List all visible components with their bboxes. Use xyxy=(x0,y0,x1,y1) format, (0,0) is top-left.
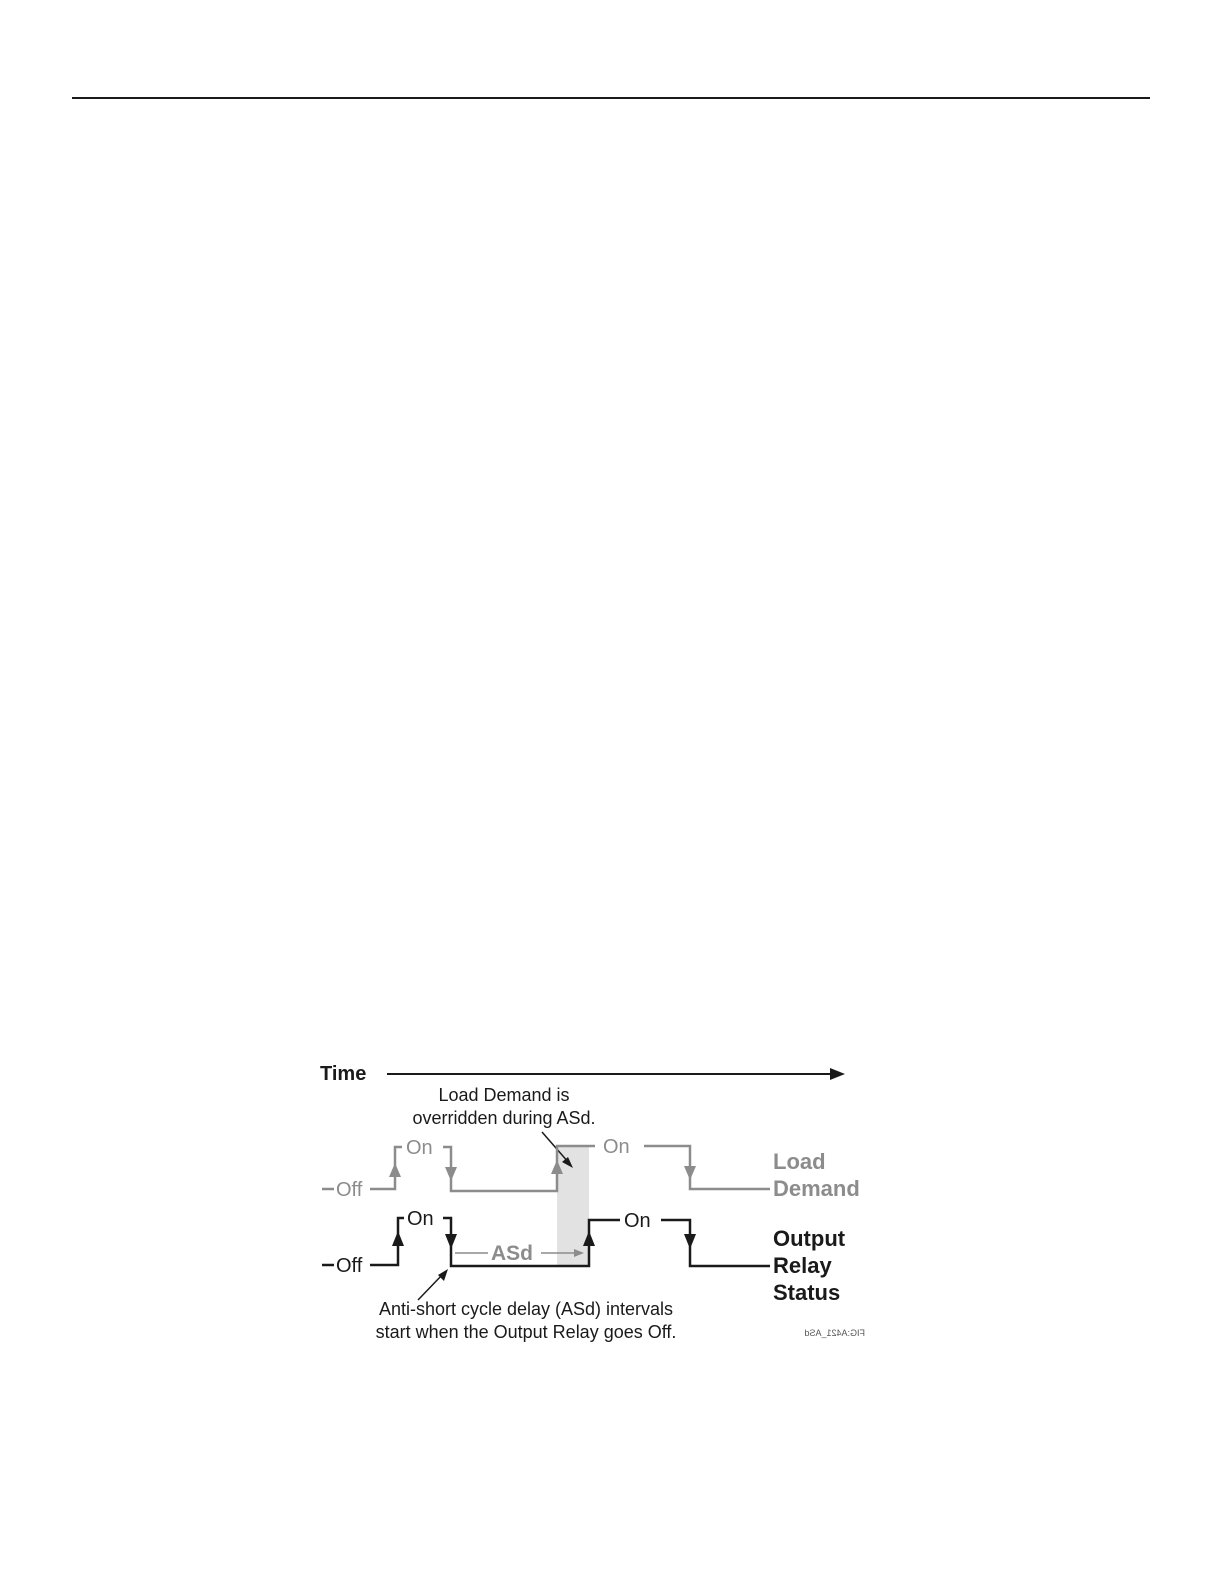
load-demand-waveform xyxy=(322,1136,770,1201)
time-arrow-head xyxy=(830,1068,845,1080)
output-relay-label-line2: Relay xyxy=(773,1253,832,1278)
callout-top-line1: Load Demand is xyxy=(438,1085,570,1105)
output-relay-down-arrow-2 xyxy=(684,1234,696,1249)
output-relay-label-line3: Status xyxy=(773,1280,841,1305)
output-relay-down-arrow-1 xyxy=(445,1234,457,1249)
callout-bottom-line2: start when the Output Relay goes Off. xyxy=(375,1322,677,1342)
load-demand-off-label: Off xyxy=(336,1179,363,1201)
time-label: Time xyxy=(320,1063,367,1085)
load-demand-on-label-1: On xyxy=(406,1137,433,1159)
load-demand-down-arrow-1 xyxy=(445,1167,457,1181)
figure-id: FIG:A421_ASd xyxy=(804,1328,865,1338)
asd-override-region xyxy=(557,1146,589,1266)
load-demand-up-arrow-1 xyxy=(389,1163,401,1177)
output-relay-on-label-1: On xyxy=(407,1208,434,1230)
asd-label: ASd xyxy=(491,1242,533,1265)
load-demand-label-line1: Load xyxy=(773,1149,826,1174)
callout-bottom-pointer xyxy=(418,1274,443,1300)
callout-top-line2: overridden during ASd. xyxy=(412,1108,596,1128)
output-relay-on-label-2: On xyxy=(624,1210,651,1232)
load-demand-on-label-2: On xyxy=(603,1136,630,1158)
output-relay-waveform xyxy=(322,1208,770,1277)
callout-bottom-line1: Anti-short cycle delay (ASd) intervals xyxy=(378,1299,674,1319)
output-relay-label-line1: Output xyxy=(773,1226,846,1251)
callout-bottom-pointer-head xyxy=(438,1269,448,1281)
load-demand-down-arrow-2 xyxy=(684,1166,696,1180)
output-relay-up-arrow-1 xyxy=(392,1231,404,1246)
output-relay-off-label: Off xyxy=(336,1255,363,1277)
load-demand-label-line2: Demand xyxy=(773,1176,860,1201)
